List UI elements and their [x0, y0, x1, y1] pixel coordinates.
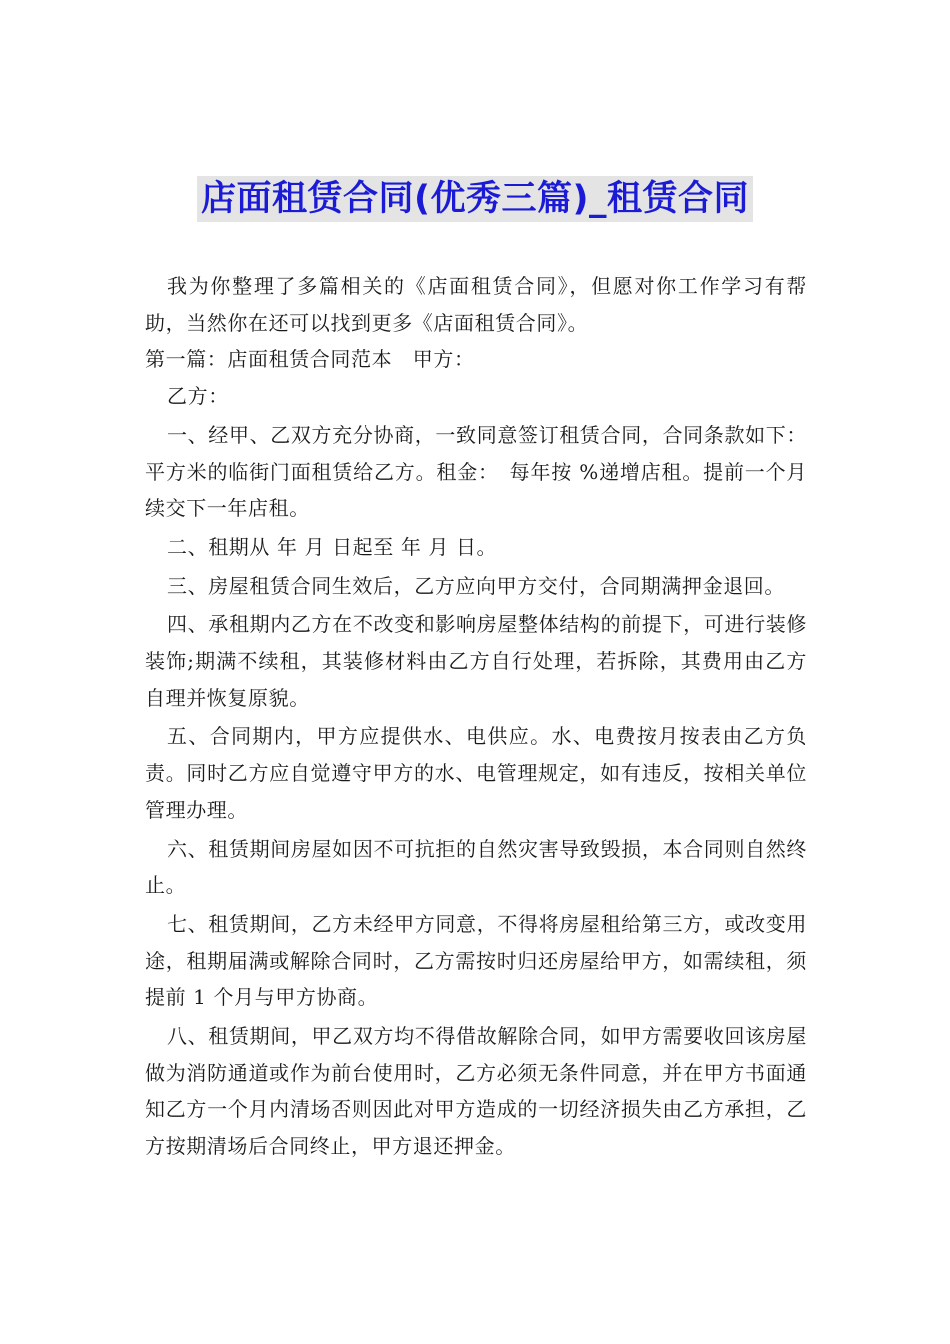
clause-5-paragraph: 五、合同期内，甲方应提供水、电供应。水、电费按月按表由乙方负责。同时乙方应自觉遵守甲方的水、电管理规定，如有违反，按相关单位管理办理。: [145, 724, 807, 822]
clause-4-paragraph: 四、承租期内乙方在不改变和影响房屋整体结构的前提下，可进行装修装饰;期满不续租，其装修材料由乙方自行处理，若拆除，其费用由乙方自理并恢复原貌。: [145, 612, 808, 710]
party-b-paragraph: 乙方：: [167, 384, 229, 409]
clause-6-paragraph: 六、租赁期间房屋如因不可抗拒的自然灾害导致毁损，本合同则自然终止。: [145, 836, 807, 898]
clause-1-paragraph: 一、经甲、乙双方充分协商，一致同意签订租赁合同，合同条款如下：平方米的临街门面租赁给乙方。租金： 每年按 %递增店租。提前一个月续交下一年店租。: [145, 422, 807, 521]
document-title: 店面租赁合同(优秀三篇)_租赁合同: [197, 176, 753, 222]
clause-7-paragraph: 七、租赁期间，乙方未经甲方同意，不得将房屋租给第三方，或改变用途，租期届满或解除合同时，乙方需按时归还房屋给甲方，如需续租，须提前 1 个月与甲方协商。: [145, 911, 807, 1010]
clause-2-paragraph: 二、租期从 年 月 日起至 年 月 日。: [167, 534, 498, 559]
clause-3-paragraph: 三、房屋租赁合同生效后，乙方应向甲方交付，合同期满押金退回。: [167, 573, 785, 598]
intro-paragraph: 我为你整理了多篇相关的《店面租赁合同》，但愿对你工作学习有帮助，当然你在还可以找到更多《店面租赁合同》。: [145, 274, 807, 335]
section-heading-paragraph: 第一篇：店面租赁合同范本 甲方：: [145, 347, 475, 372]
clause-8-paragraph: 八、租赁期间，甲乙双方均不得借故解除合同，如甲方需要收回该房屋做为消防通道或作为前台使用时，乙方必须无条件同意，并在甲方书面通知乙方一个月内清场否则因此对甲方造成的一切经济损失由乙方承担，乙方按期清场后合同终止，甲方退还押金。: [145, 1024, 807, 1159]
title-block: [0, 176, 950, 222]
document-body: [145, 268, 807, 1167]
